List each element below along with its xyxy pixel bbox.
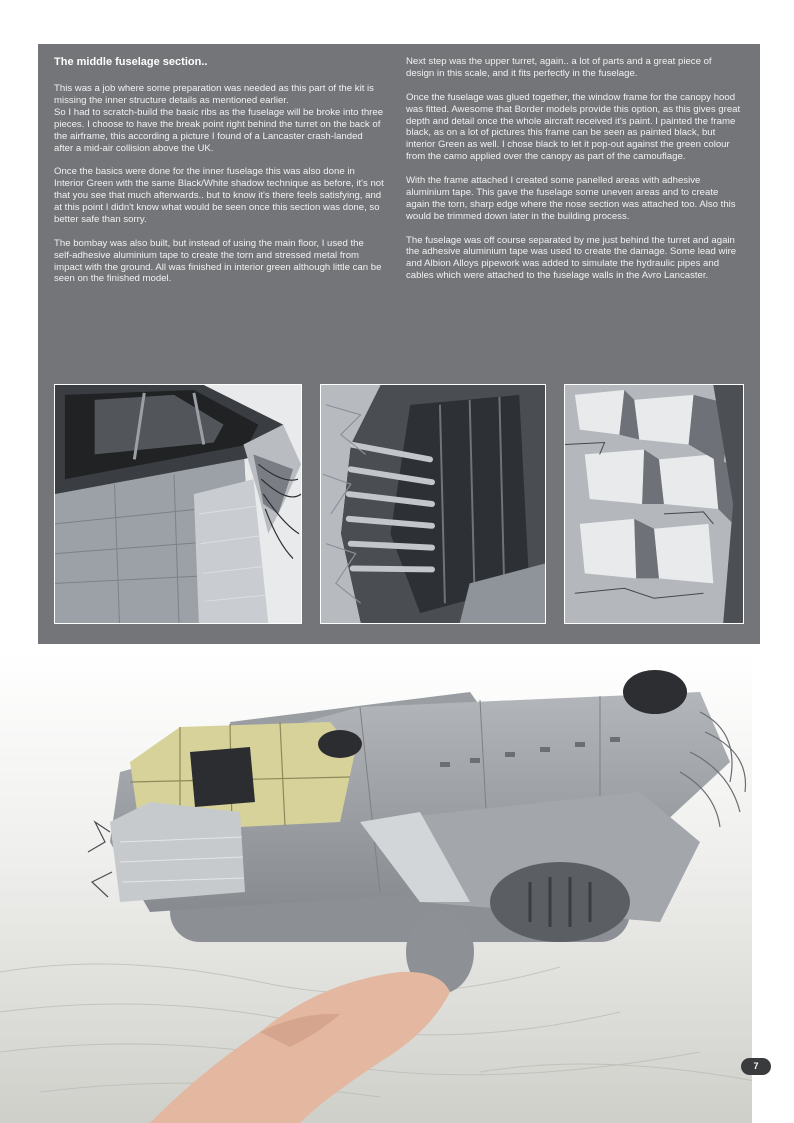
article-paragraph: Once the basics were done for the inner fuselage this was also done in Interior Green with the same Black/White shadow technique as before, it's not that you see that much afterwards.. but to know it's there feels satisfying, and at this point I didn't know what would be seen once this section was done, so better safe than sorry. — [54, 166, 384, 225]
photo-aluminium-damage — [564, 384, 744, 624]
article-paragraph: Next step was the upper turret, again.. a lot of parts and a great piece of design in this scale, and it fits perfectly in the fuselage. — [406, 56, 712, 79]
article-column-left — [54, 56, 384, 297]
article-paragraph: With the frame attached I created some panelled areas with adhesive aluminium tape. This gave the fuselage some uneven areas and to create again the torn, sharp edge where the nose section was attached too. Also this would be trimmed down later in the building process. — [406, 175, 736, 222]
hero-photo-model-fuselage — [0, 652, 794, 1123]
article-paragraph: The fuselage was off course separated by me just behind the turret and again the adhesive aluminium tape was used to create the damage. Some lead wire and Albion Alloys pipework was added to simulate the hydraulic pipes and cables which were attached to the fuselage walls in the Avro Lancaster. — [406, 234, 737, 282]
photo-internal-ribs — [320, 384, 546, 624]
article-panel — [38, 44, 760, 644]
article-paragraph: This was a job where some preparation was needed as this part of the kit is missing the inner structure details as mentioned earlier. So I had to scratch-build the basic ribs as the fuselage will be broke into three pieces. I choose to have the break point right behind the turret on the back of the airframe, this according a picture I found of a Lancaster crash-landed after a mid-air collision above the UK. — [54, 83, 384, 154]
article-column-right — [406, 56, 741, 294]
article-heading: The middle fuselage section.. — [54, 56, 208, 68]
article-paragraph: The bombay was also built, but instead of using the main floor, I used the self-adhesive aluminium tape to create the torn and stressed metal from impact with the ground. All was finished in interior green although little can be seen on the finished model. — [54, 237, 382, 285]
page-number-badge: 7 — [741, 1058, 771, 1075]
article-paragraph: Once the fuselage was glued together, the window frame for the canopy hood was fitted. Awesome that Border models provide this option, as this gives great depth and detail once the whole aircraft received it's paint. I painted the frame black, as on a lot of pictures this frame can be seen as painted black, but interior Green as well. I chose black to let it pop-out against the green colour from the camo applied over the canopy as part of the camouflage. — [406, 91, 741, 163]
photo-cockpit-closeup — [54, 384, 302, 624]
